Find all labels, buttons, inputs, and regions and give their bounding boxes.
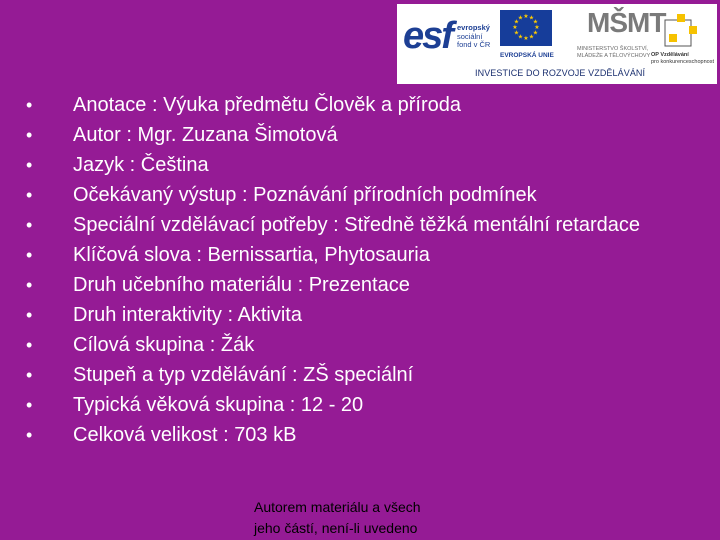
bullet: • (26, 365, 33, 385)
author-note-line: Autorem materiálu a všech (254, 499, 421, 515)
list-item (26, 154, 696, 176)
opvk-caption-line: pro konkurenceschopnost (651, 58, 714, 65)
bullet: • (26, 125, 33, 145)
opvk-caption-line: OP Vzdělávání (651, 52, 689, 58)
item-separator: : (327, 214, 345, 236)
list-item (26, 424, 696, 446)
item-separator: : (190, 244, 208, 266)
item-label: Klíčová slova (73, 244, 191, 266)
metadata-list (26, 94, 696, 454)
author-note-line: jeho částí, není-li uvedeno (254, 520, 418, 536)
eu-flag-icon (500, 10, 552, 46)
logo-banner (397, 4, 717, 84)
list-item (26, 334, 696, 356)
svg-text:★: ★ (534, 24, 540, 31)
bullet: • (26, 185, 33, 205)
list-item (26, 274, 696, 296)
svg-text:★: ★ (532, 18, 539, 26)
item-separator: : (217, 424, 235, 446)
list-item (26, 304, 696, 326)
svg-text:★: ★ (513, 18, 520, 26)
item-value: 12 - 20 (300, 394, 364, 416)
esf-logo (403, 10, 495, 66)
item-label: Typická věková skupina (73, 394, 285, 416)
svg-text:★: ★ (512, 24, 518, 31)
bullet: • (26, 425, 33, 445)
esf-caption-line: evropský (457, 23, 490, 32)
list-item (26, 94, 696, 116)
item-separator: : (236, 184, 254, 206)
list-item (26, 124, 696, 146)
bullet: • (26, 275, 33, 295)
msmt-logo (577, 7, 666, 66)
list-item (26, 364, 696, 386)
item-label: Celková velikost (73, 424, 218, 446)
esf-caption (457, 24, 490, 50)
bullet: • (26, 245, 33, 265)
opvk-emblem-icon (661, 10, 701, 50)
list-item (26, 184, 696, 206)
item-label: Autor (73, 124, 121, 146)
logo-footer-text: INVESTICE DO ROZVOJE VZDĚLÁVÁNÍ (475, 68, 646, 78)
svg-text:★: ★ (517, 14, 524, 22)
item-label: Speciální vzdělávací potřeby (73, 214, 328, 236)
opvk-caption (651, 52, 714, 65)
item-separator: : (286, 364, 304, 386)
svg-text:★: ★ (528, 33, 535, 41)
svg-text:★: ★ (532, 29, 539, 37)
svg-text:★: ★ (517, 33, 524, 41)
msmt-caption (577, 46, 650, 59)
esf-caption-line: fond v ČR (457, 40, 491, 49)
bullet: • (26, 215, 33, 235)
bullet: • (26, 395, 33, 415)
item-separator: : (292, 274, 309, 296)
item-value: 703 kB (234, 424, 297, 446)
item-label: Jazyk (73, 154, 125, 176)
item-value: ZŠ speciální (303, 364, 414, 386)
eu-logo (500, 10, 554, 66)
item-value: Žák (220, 334, 255, 356)
item-value: Poznávání přírodních podmínek (253, 184, 537, 206)
item-separator: : (120, 124, 138, 146)
author-note (254, 497, 474, 539)
item-value: Čeština (140, 154, 209, 176)
item-separator: : (204, 334, 221, 356)
item-label: Druh interaktivity (73, 304, 222, 326)
item-label: Očekávaný výstup (73, 184, 237, 206)
item-value: Aktivita (237, 304, 302, 326)
list-item (26, 394, 696, 416)
item-value: Středně těžká mentální retardace (344, 214, 640, 236)
list-item (26, 244, 696, 266)
item-separator: : (124, 154, 141, 176)
bullet: • (26, 335, 33, 355)
item-value: Mgr. Zuzana Šimotová (137, 124, 338, 146)
svg-text:★: ★ (523, 13, 529, 20)
item-separator: : (146, 94, 164, 116)
msmt-caption-line: MLÁDEŽE A TĚLOVÝCHOVY (577, 52, 651, 59)
list-item (26, 214, 696, 236)
item-label: Stupeň a typ vzdělávání (73, 364, 287, 386)
item-value: Prezentace (308, 274, 410, 296)
bullet: • (26, 155, 33, 175)
item-separator: : (284, 394, 301, 416)
item-label: Cílová skupina (73, 334, 205, 356)
item-separator: : (221, 304, 238, 326)
esf-caption-line: sociální (457, 31, 483, 41)
esf-letters: esf (403, 15, 452, 57)
bullet: • (26, 305, 33, 325)
svg-text:★: ★ (523, 35, 529, 42)
item-label: Druh učebního materiálu (73, 274, 293, 296)
svg-text:★: ★ (528, 14, 535, 22)
bullet: • (26, 95, 33, 115)
item-value: Výuka předmětu Člověk a příroda (163, 94, 461, 116)
msmt-caption-line: MINISTERSTVO ŠKOLSTVÍ, (577, 46, 649, 52)
opvk-logo (651, 10, 713, 66)
svg-text:★: ★ (513, 29, 520, 37)
msmt-mark: MŠMT (587, 7, 666, 38)
item-value: Bernissartia, Phytosauria (207, 244, 430, 266)
eu-stars-icon (500, 10, 552, 46)
eu-label: EVROPSKÁ UNIE (500, 52, 554, 59)
item-label: Anotace (73, 94, 147, 116)
